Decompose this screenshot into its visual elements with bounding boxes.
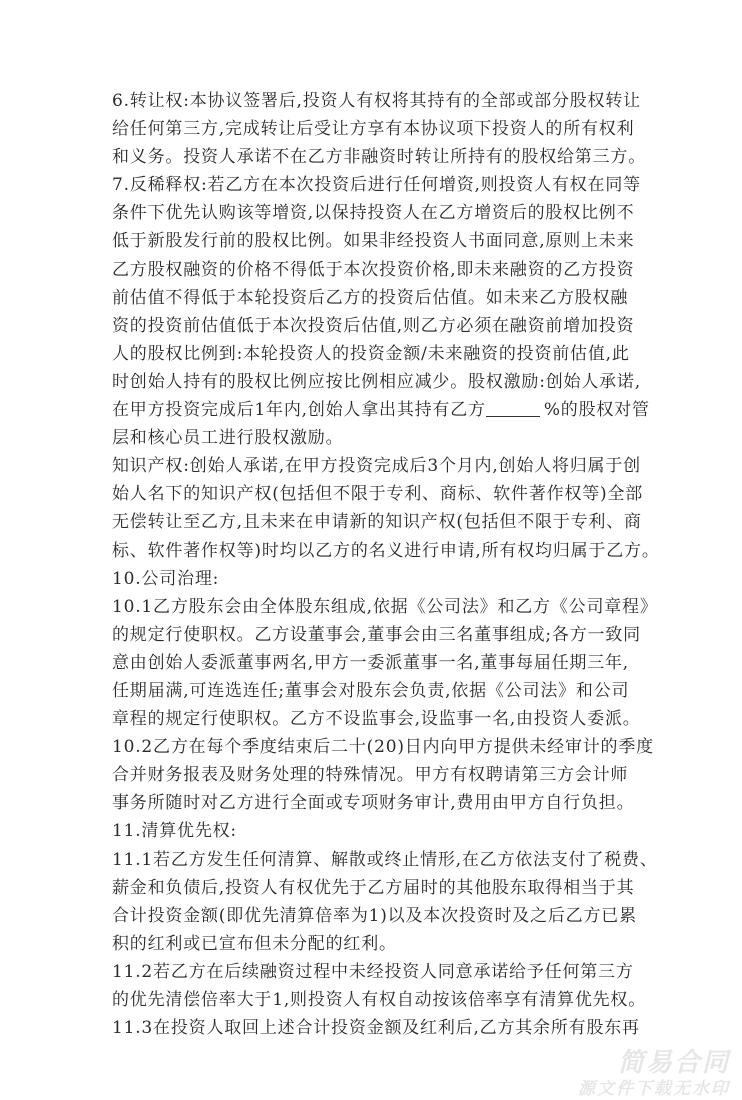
text-line-content: 时创始人持有的股权比例应按比例相应减少。股权激励:创始人承诺,	[112, 371, 641, 392]
text-line	[112, 789, 692, 817]
text-line-content: 7.反稀释权:若乙方在本次投资后进行任何增资,则投资人有权在同等	[112, 175, 641, 196]
text-line	[112, 199, 692, 227]
text-line-content: 人的股权比例到:本轮投资人的投资金额/未来融资的投资前估值,此	[112, 343, 630, 364]
text-line-content: 标、软件著作权等)时均以乙方的名义进行申请,所有权均归属于乙方。	[112, 540, 660, 561]
text-line-content: 积的红利或已宣布但未分配的红利。	[112, 933, 397, 954]
text-line-content: 无偿转让至乙方,且未来在申请新的知识产权(包括但不限于专利、商	[112, 512, 642, 533]
text-line-content: 和义务。投资人承诺不在乙方非融资时转让所持有的股权给第三方。	[112, 147, 646, 168]
text-line-content: 11.清算优先权:	[112, 821, 237, 842]
text-line-content: 10.2乙方在每个季度结束后二十(20)日内向甲方提供未经审计的季度	[112, 737, 654, 758]
text-line-content: 11.3在投资人取回上述合计投资金额及红利后,乙方其余所有股东再	[112, 1018, 640, 1039]
text-line-content: 给任何第三方,完成转让后受让方享有本协议项下投资人的所有权利	[112, 119, 635, 140]
text-line	[112, 227, 692, 255]
text-line	[112, 621, 692, 649]
watermark-caption: 源文件下载无水印	[578, 1079, 730, 1099]
text-line	[112, 930, 692, 958]
text-line-content: 前估值不得低于本轮投资后乙方的投资后估值。如未来乙方股权融	[112, 287, 629, 308]
watermark	[500, 1048, 730, 1100]
text-line	[112, 284, 692, 312]
text-line	[112, 312, 692, 340]
text-line-tail: %的股权对管	[543, 400, 650, 421]
text-line-content: 6.转让权:本协议签署后,投资人有权将其持有的全部或部分股权转让	[112, 91, 641, 111]
text-line-content: 事务所随时对乙方进行全面或专项财务审计,费用由甲方自行负担。	[112, 793, 635, 814]
text-line-content: 合计投资金额(即优先清算倍率为1)以及本次投资时及之后乙方已累	[112, 905, 637, 926]
text-line-content: 合并财务报表及财务处理的特殊情况。甲方有权聘请第三方会计师	[112, 765, 629, 786]
text-line-content: 章程的规定行使职权。乙方不设监事会,设监事一名,由投资人委派。	[112, 709, 641, 730]
text-line	[112, 846, 692, 874]
text-line	[112, 340, 692, 368]
text-line-content: 11.2若乙方在后续融资过程中未经投资人同意承诺给予任何第三方	[112, 961, 634, 982]
text-line	[112, 368, 692, 396]
text-line	[112, 256, 692, 284]
text-line	[112, 593, 692, 621]
text-line	[112, 649, 692, 677]
text-line-content: 资的投资前估值低于本次投资后估值,则乙方必须在融资前增加投资	[112, 315, 635, 336]
text-line	[112, 565, 692, 593]
text-line-content: 10.1乙方股东会由全体股东组成,依据《公司法》和乙方《公司章程》	[112, 596, 658, 617]
text-line-content: 任期届满,可连选连任;董事会对股东会负责,依据《公司法》和公司	[112, 680, 630, 701]
text-line	[112, 143, 692, 171]
text-line	[112, 115, 692, 143]
text-line	[112, 452, 692, 480]
text-line	[112, 817, 692, 845]
text-line	[112, 986, 692, 1014]
document-body	[112, 87, 692, 1042]
text-line-content: 的规定行使职权。乙方设董事会,董事会由三名董事组成;各方一致同	[112, 624, 641, 645]
text-line	[112, 480, 692, 508]
text-line-content: 层和核心员工进行股权激励。	[112, 428, 344, 449]
text-line	[112, 958, 692, 986]
text-line	[112, 87, 692, 115]
text-line	[112, 677, 692, 705]
text-line	[112, 508, 692, 536]
text-line-content: 意由创始人委派董事两名,甲方一委派董事一名,董事每届任期三年,	[112, 652, 630, 673]
text-line-content: 乙方股权融资的价格不得低于本次投资价格,即未来融资的乙方投资	[112, 259, 635, 280]
text-line	[112, 705, 692, 733]
text-line	[112, 874, 692, 902]
text-line-content: 低于新股发行前的股权比例。如果非经投资人书面同意,原则上未来	[112, 231, 635, 252]
text-line	[112, 537, 692, 565]
text-line	[112, 733, 692, 761]
fill-in-blank	[486, 399, 540, 417]
text-line-content: 薪金和负债后,投资人有权优先于乙方届时的其他股东取得相当于其	[112, 877, 635, 898]
text-line	[112, 902, 692, 930]
text-line-content: 始人名下的知识产权(包括但不限于专利、商标、软件著作权等)全部	[112, 484, 644, 505]
text-line	[112, 424, 692, 452]
text-line-content: 10.公司治理:	[112, 568, 220, 589]
text-line	[112, 761, 692, 789]
text-line-content: 条件下优先认购该等增资,以保持投资人在乙方增资后的股权比例不	[112, 203, 635, 224]
text-line-content: 11.1若乙方发生任何清算、解散或终止情形,在乙方依法支付了税费、	[112, 849, 658, 870]
text-line-content: 的优先清偿倍率大于1,则投资人有权自动按该倍率享有清算优先权。	[112, 990, 647, 1010]
watermark-logo: 简易合同	[617, 1048, 730, 1078]
text-line	[112, 396, 692, 424]
text-line	[112, 1014, 692, 1042]
text-line-content: 知识产权:创始人承诺,在甲方投资完成后3个月内,创始人将归属于创	[112, 456, 641, 477]
text-line	[112, 171, 692, 199]
text-line-content: 在甲方投资完成后1年内,创始人拿出其持有乙方	[112, 400, 486, 421]
